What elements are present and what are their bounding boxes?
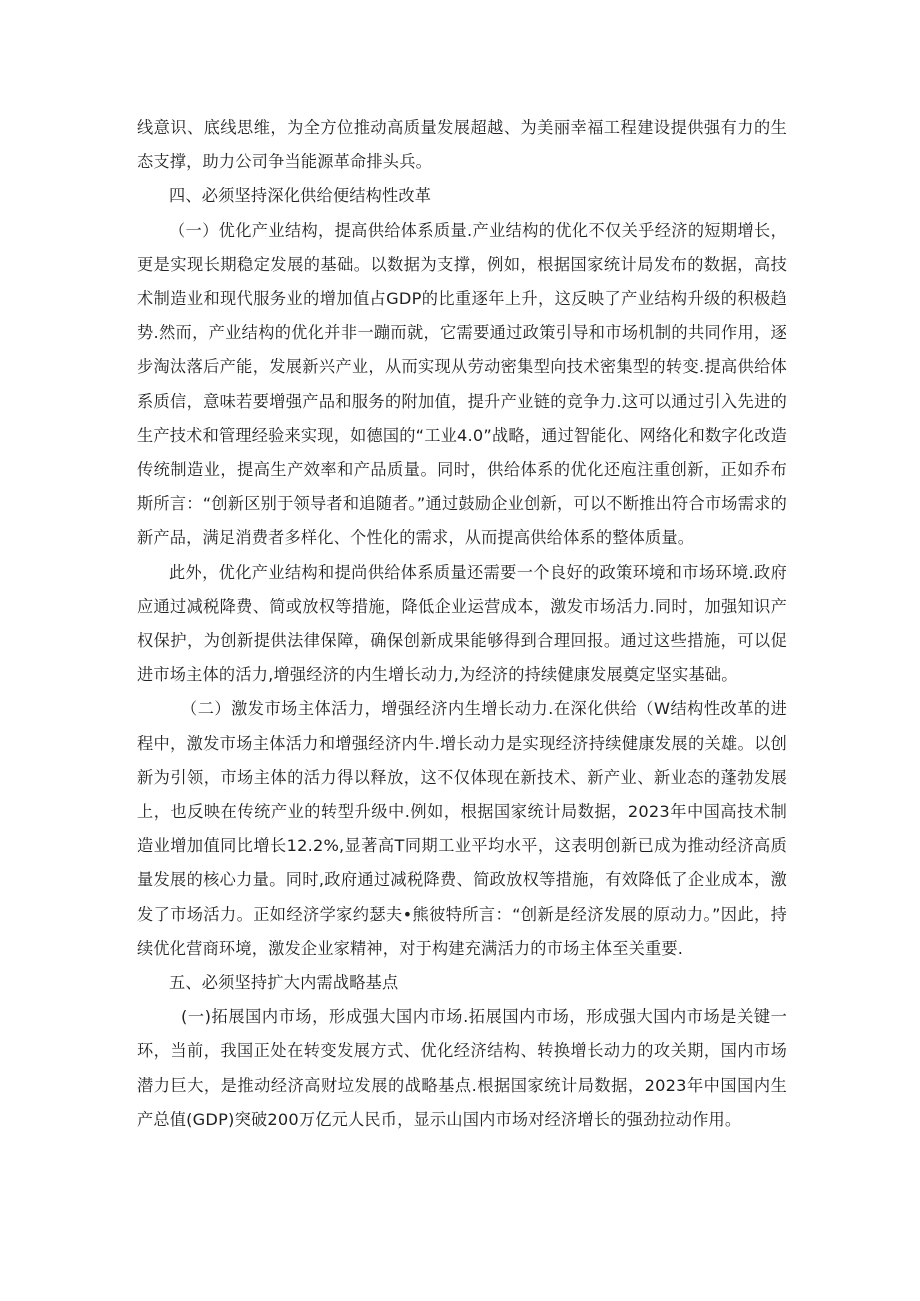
document-body	[137, 111, 787, 1137]
section-heading-five: 五、必须坚持扩大内需战略基点	[169, 973, 399, 993]
paragraph-industrial-structure: （一）优化产业结构，提高供给体系质量.产业结构的优化不仅关乎经济的短期增长，更是实现长期稳定发展的基础。以数据为支撑，例如，根据国家统计局发布的数据，高技术制造业和现代服务业的增加值占GDP的比重逐年上升，这反映了产业结构升级的积极趋势.然而，产业结构的优化并非一蹦而就，它需要通过政策引导和市场机制的共同作用，逐步淘汰落后产能，发展新兴产业，从而实现从劳动密集型向技术密集型的转变.提高供给体系质信，意味若要增强产品和服务的附加值，提升产业链的竞争力.这可以通过引入先进的生产技术和管理经验来实现，如德国的“工业4.0”战略，通过智能化、网络化和数字化改造传统制造业，提高生产效率和产品质量。同时，供给体系的优化还庖注重创新，正如乔布斯所言：“创新区别于领导者和追随者。”通过鼓励企业创新，可以不断推出符合市场需求的新产品，满足消费者多样化、个性化的需求，从而提高供给体系的整体质量。	[137, 220, 787, 548]
paragraph-continuation: 线意识、底线思维，为全方位推动高质量发展超越、为美丽幸福工程建设提供强有力的生态支撑，助力公司争当能源革命排头兵。	[137, 118, 787, 172]
section-heading-four: 四、必须坚持深化供给便结构性改革	[169, 186, 432, 206]
paragraph-market-vitality: （二）激发市场主体活力，增强经济内生增长动力.在深化供给（W结构性改革的进程中，激发市场主体活力和增强经济内牛.增长动力是实现经济持续健康发展的关雄。以创新为引领，市场主体的活力得以释放，这不仅体现在新技术、新产业、新业态的蓬勃发展上，也反映在传统产业的转型升级中.例如，根据国家统计局数据，2023年中国高技术制造业增加值同比增长12.2%,显著高T同期工业平均水平，这表明创新已成为推动经济高质量发展的核心力量。同时,政府通过减税降费、简政放权等措施，有效降低了企业成本，激发了市场活力。正如经济学家约瑟夫•熊彼特所言：“创新是经济发展的原动力。”因此，持续优化营商环境，激发企业家精神，对于构建充满活力的市场主体至关重要.	[137, 699, 787, 958]
paragraph-domestic-market: (一)拓展国内市场，形成强大国内市场.拓展国内市场，形成强大国内市场是关键一环，当前，我国正处在转变发展方式、优化经济结构、转换增长动力的攻关期，国内市场潜力巨大，是推动经济高财垃发展的战略基点.根据国家统计局数据，2023年中国国内生产总值(GDP)突破200万亿元人民币，显示山国内市场对经济增长的强劲拉动作用。	[137, 1007, 787, 1129]
paragraph-policy-environment: 此外，优化产业结构和提尚供给体系质量还需要一个良好的政策环境和市场环境.政府应通过减税降费、简或放权等措施，降低企业运营成本，激发市场活力.同时，加强知识产权保护，为创新提供法律保障，确保创新成果能够得到合理回报。通过这些措施，可以促进市场主体的活力,增强经济的内生增长动力,为经济的持续健康发展奠定坚实基础。	[137, 562, 787, 685]
